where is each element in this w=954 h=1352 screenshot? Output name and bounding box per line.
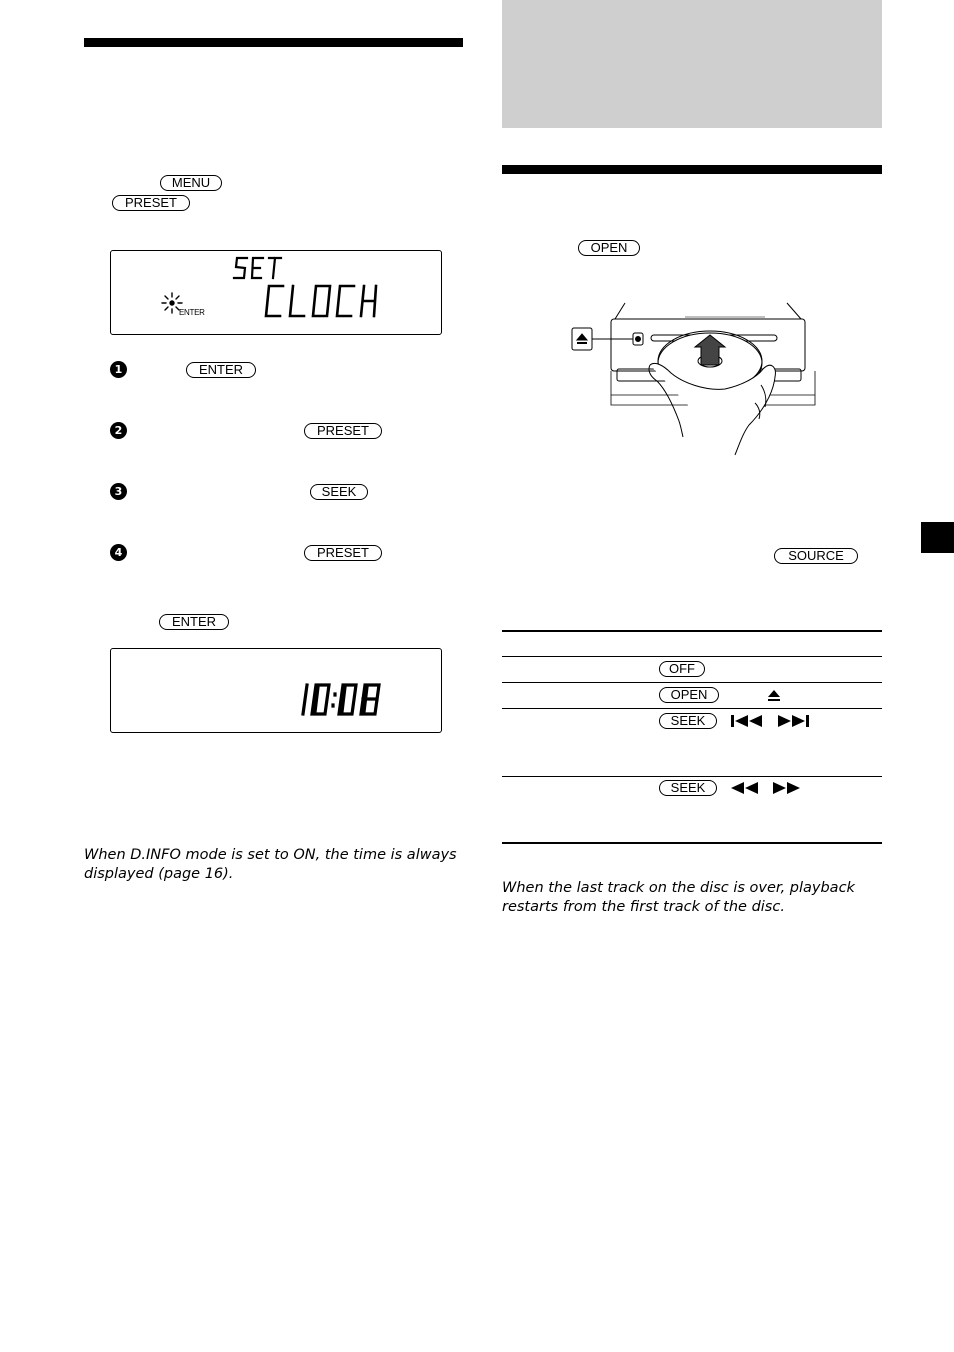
menu-button[interactable]: MENU	[160, 175, 222, 191]
prev-track-icon[interactable]	[730, 714, 764, 728]
left-header-rule	[84, 38, 463, 47]
off-button[interactable]: OFF	[659, 661, 705, 677]
fast-forward-icon[interactable]	[772, 781, 802, 795]
step-2-marker: 2	[110, 422, 127, 439]
cd-insert-illustration	[565, 295, 825, 465]
seek-button-step3[interactable]: SEEK	[310, 484, 368, 500]
lcd-display-time	[110, 648, 442, 733]
seek-button-track[interactable]: SEEK	[659, 713, 717, 729]
lcd-seg-set	[234, 258, 281, 278]
enter-button-final[interactable]: ENTER	[159, 614, 229, 630]
step-3-marker: 3	[110, 483, 127, 500]
lcd-set-clock-svg	[111, 251, 441, 334]
table-rule-4	[502, 776, 882, 777]
right-note: When the last track on the disc is over, playback restarts from the first track of the disc.	[502, 880, 855, 915]
table-top-rule	[502, 630, 882, 632]
open-button-table[interactable]: OPEN	[659, 687, 719, 703]
step-1-marker: 1	[110, 361, 127, 378]
lcd-seg-clock	[266, 286, 376, 316]
eject-icon[interactable]	[766, 688, 782, 702]
table-rule-1	[502, 656, 882, 657]
table-bottom-rule	[502, 842, 882, 844]
seek-button-scan[interactable]: SEEK	[659, 780, 717, 796]
preset-button-step4[interactable]: PRESET	[304, 545, 382, 561]
section-header-band	[502, 0, 882, 128]
enter-indicator-label: ENTER	[179, 308, 205, 317]
lcd-time-svg	[111, 649, 441, 732]
source-button[interactable]: SOURCE	[774, 548, 858, 564]
rewind-icon[interactable]	[730, 781, 760, 795]
table-rule-3	[502, 708, 882, 709]
lcd-display-set-clock	[110, 250, 442, 335]
table-rule-2	[502, 682, 882, 683]
side-tab-marker	[921, 522, 954, 553]
step-4-marker: 4	[110, 544, 127, 561]
left-note: When D.INFO mode is set to ON, the time is always displayed (page 16).	[84, 847, 457, 882]
enter-button[interactable]: ENTER	[186, 362, 256, 378]
next-track-icon[interactable]	[777, 714, 811, 728]
right-header-rule	[502, 165, 882, 174]
preset-button-step2[interactable]: PRESET	[304, 423, 382, 439]
preset-button[interactable]: PRESET	[112, 195, 190, 211]
lcd-seg-time	[303, 685, 379, 714]
open-button[interactable]: OPEN	[578, 240, 640, 256]
